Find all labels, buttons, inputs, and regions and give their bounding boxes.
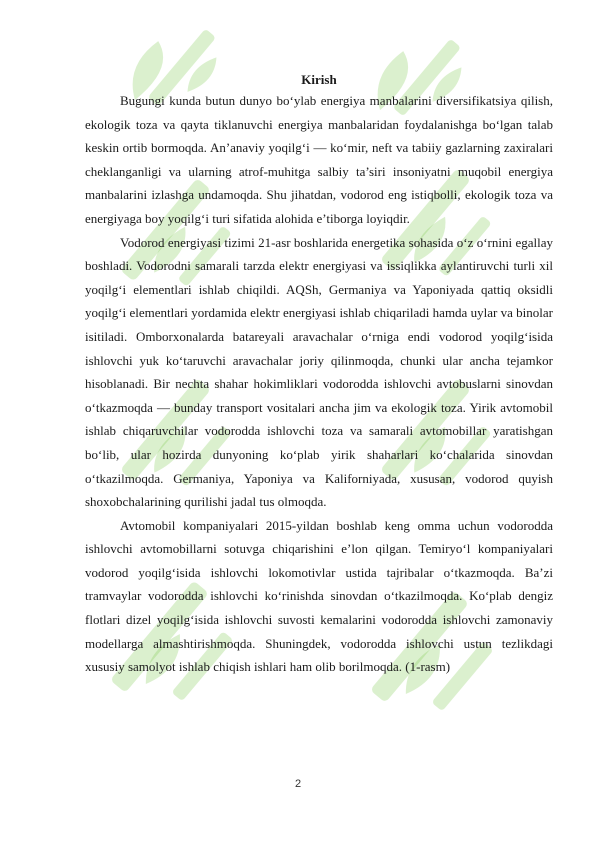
paragraph-automotive: Avtomobil kompaniyalari 2015-yildan boshlab keng omma uchun vodorodda ishlovchi avtomobillarni sotuvga chiqarishini e’lon qilgan. Temiryo‘l kompaniyalari vodorod yoqilg‘isida ishlovchi lokomotivlar ustida tajribalar o‘tkazmoqda. Ba’zi tramvaylar vodorodda ishlovchi ko‘rinishda sinovdan o‘tkazilmoqda. Ko‘plab dengiz flotlari dizel yoqilg‘isida ishlovchi suvosti kemalarini vodorodda ishlovchi zamonaviy modellarga almashtirishmoqda. Shuningdek, vodorodda ishlovchi ustun tezlikdagi xususiy samolyot ishlab chiqish ishlari ham olib borilmoqda. (1-rasm)	[85, 517, 553, 675]
paragraph-hydrogen-systems: Vodorod energiyasi tizimi 21-asr boshlarida energetika sohasida o‘z o‘rnini egallay boshladi. Vodorodni samarali tarzda elektr energiyasi va issiqlikka aylantiruvchi turli xil yoqilg‘i elementlari ishlab chiqildi. AQSh, Germaniya va Yaponiyada qattiq oksidli yoqilg‘i elementlari yordamida elektr energiyasi ishlab chiqariladi hamda uylar va binolar isitiladi. Omborxonalarda batareyali aravachalar o‘rniga endi vodorod yoqilg‘isida ishlovchi yuk ko‘taruvchi aravachalar joriy qilinmoqda, chunki ular ancha tejamkor hisoblanadi. Bir nechta shahar hokimliklari vodorodda ishlovchi avtobuslarni sinovdan o‘tkazmoqda — bunday transport vositalari ancha jim va ekologik toza. Yirik avtomobil ishlab chiqaruvchilar vodorodda ishlovchi toza va samarali avtomobillar yaratishgan bo‘lib, ular hozirda dunyoning ko‘plab yirik shaharlari ko‘chalarida sinovdan o‘tkazilmoqda. Germaniya, Yaponiya va Kaliforniyada, xususan, vodorod quyish shoxobchalarining qurilishi jadal tus olmoqda.	[85, 234, 553, 510]
paragraph-intro: Bugungi kunda butun dunyo bo‘ylab energiya manbalarini diversifikatsiya qilish, ekologik toza va qayta tiklanuvchi energiya manbalaridan foydalanishga bo‘lgan talab keskin ortib bormoqda. An’anaviy yoqilg‘i — ko‘mir, neft va tabiiy gazlarning zaxiralari cheklanganligi va ularning atrof-muhitga salbiy ta’siri insoniyatni muqobil energiya manbalarini izlashga undamoqda. Shu jihatdan, vodorod eng istiqbolli, ekologik toza va energiyaga boy yoqilg‘i turi sifatida alohida e’tiborga loyiqdir.	[85, 93, 553, 226]
document-body	[85, 71, 553, 679]
page-title: Kirish	[301, 72, 337, 87]
page-number: 2	[294, 778, 302, 790]
